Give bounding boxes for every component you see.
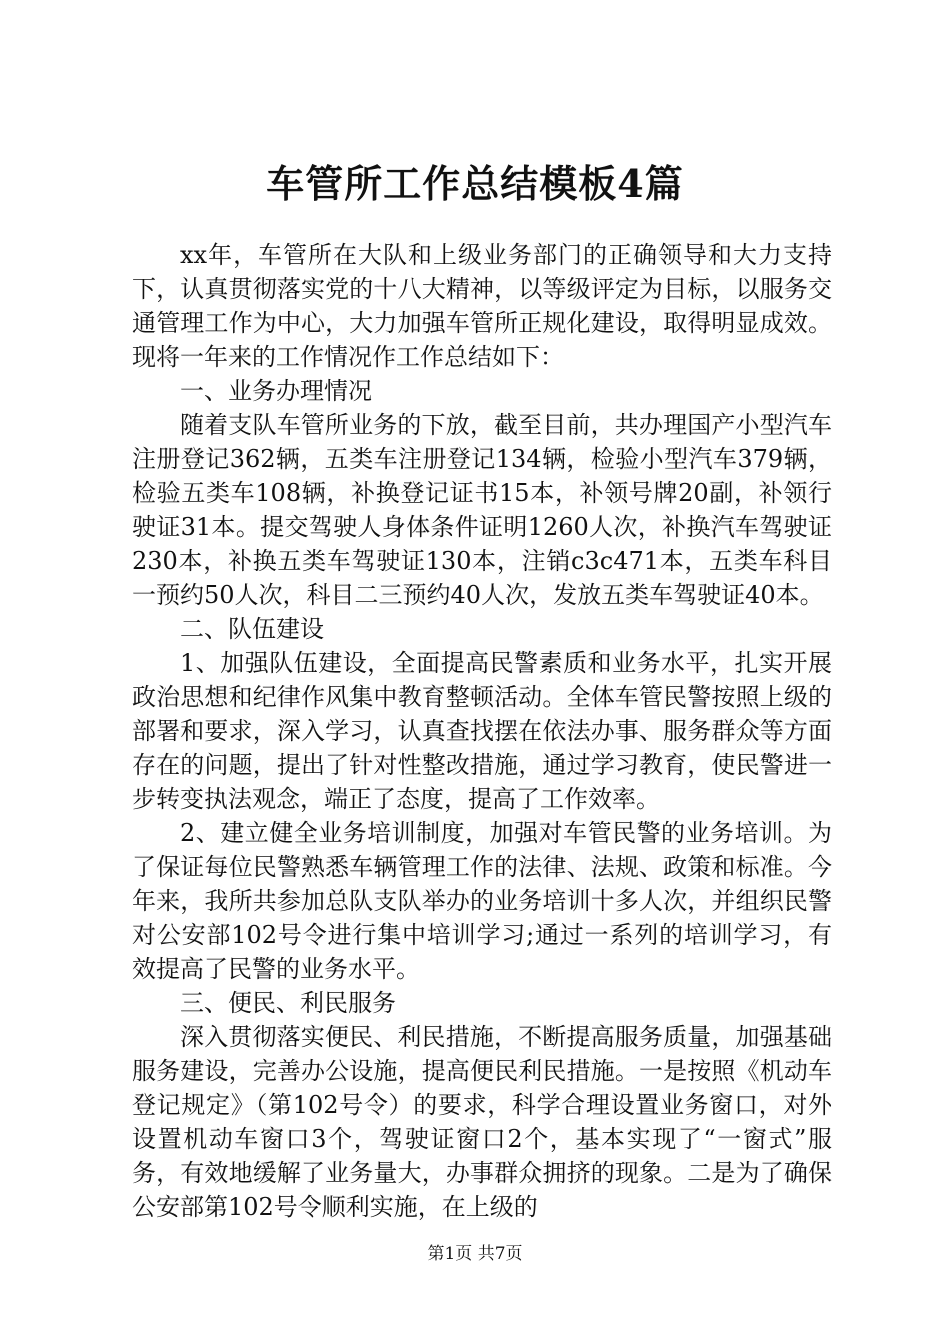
- paragraph-intro: xx年，车管所在大队和上级业务部门的正确领导和大力支持下，认真贯彻落实党的十八大精神，以等级评定为目标，以服务交通管理工作为中心，大力加强车管所正规化建设，取得明显成效。现将一年来的工作情况作工作总结如下：: [132, 241, 832, 371]
- paragraph-business: 随着支队车管所业务的下放，截至目前，共办理国产小型汽车注册登记362辆，五类车注册登记134辆，检验小型汽车379辆，检验五类车108辆，补换登记证书15本，补领号牌20副，补领行驶证31本。提交驾驶人身体条件证明1260人次，补换汽车驾驶证230本，补换五类车驾驶证130本，注销c3c471本，五类车科目一预约50人次，科目二三预约40人次，发放五类车驾驶证40本。: [132, 411, 832, 609]
- section-heading-team: 二、队伍建设: [180, 615, 324, 643]
- document-body: [132, 238, 832, 1224]
- section-heading-business: 一、业务办理情况: [180, 377, 372, 405]
- page-number-footer: 第1页 共7页: [427, 1244, 523, 1264]
- document-title: 车管所工作总结模板4篇: [266, 161, 684, 206]
- section-heading-service: 三、便民、利民服务: [180, 989, 396, 1017]
- paragraph-team-1: 1、加强队伍建设，全面提高民警素质和业务水平，扎实开展政治思想和纪律作风集中教育整顿活动。全体车管民警按照上级的部署和要求，深入学习，认真查找摆在依法办事、服务群众等方面存在的问题，提出了针对性整改措施，通过学习教育，使民警进一步转变执法观念，端正了态度，提高了工作效率。: [132, 649, 832, 813]
- paragraph-team-2: 2、建立健全业务培训制度，加强对车管民警的业务培训。为了保证每位民警熟悉车辆管理工作的法律、法规、政策和标准。今年来，我所共参加总队支队举办的业务培训十多人次，并组织民警对公安部102号令进行集中培训学习;通过一系列的培训学习，有效提高了民警的业务水平。: [132, 819, 832, 983]
- paragraph-service: 深入贯彻落实便民、利民措施，不断提高服务质量，加强基础服务建设，完善办公设施，提高便民利民措施。一是按照《机动车登记规定》（第102号令）的要求，科学合理设置业务窗口，对外设置机动车窗口3个，驾驶证窗口2个，基本实现了“一窗式”服务，有效地缓解了业务量大，办事群众拥挤的现象。二是为了确保公安部第102号令顺利实施，在上级的: [132, 1023, 832, 1221]
